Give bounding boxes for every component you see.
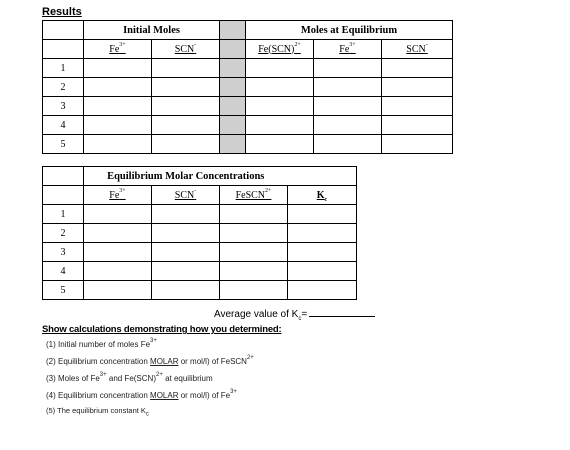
col-fe-eq: $Fe^{3+}$ <box>314 40 382 59</box>
row-number: 5 <box>43 135 84 154</box>
calc-item-1: (1) Initial number of moles $Fe^{3+}$ <box>46 338 157 349</box>
concentrations-table <box>42 166 357 300</box>
table-row <box>43 78 453 97</box>
results-heading: Results <box>42 6 82 18</box>
row-number: 1 <box>43 59 84 78</box>
divider-column <box>220 21 246 40</box>
col-fe: $Fe^{3+}$ <box>84 186 152 205</box>
col-fescn-eq: Fe(SCN)$^{2+}$ <box>246 40 314 59</box>
row-number: 3 <box>43 243 84 262</box>
col-scn-eq: SCN- <box>382 40 453 59</box>
average-kc-blank[interactable] <box>309 307 375 317</box>
col-fe-initial: $Fe^{3+}$ <box>84 40 152 59</box>
row-number: 4 <box>43 262 84 281</box>
row-number: 5 <box>43 281 84 300</box>
col-kc: $K_c$ <box>288 186 357 205</box>
initial-moles-header: Initial Moles <box>84 21 220 40</box>
moles-table <box>42 20 453 154</box>
table-row <box>43 59 453 78</box>
table-row <box>43 224 357 243</box>
equilibrium-molar-concentrations-header: Equilibrium Molar Concentrations <box>84 167 288 186</box>
moles-at-equilibrium-header: Moles at Equilibrium <box>246 21 453 40</box>
row-number: 2 <box>43 224 84 243</box>
table-row <box>43 243 357 262</box>
table-row <box>43 135 453 154</box>
row-number: 3 <box>43 97 84 116</box>
table-row <box>43 205 357 224</box>
row-number: 4 <box>43 116 84 135</box>
table-row <box>43 281 357 300</box>
row-number: 2 <box>43 78 84 97</box>
average-kc-line: Average value of $K_c=$ <box>214 307 375 320</box>
table-row <box>43 97 453 116</box>
calc-item-3: (3) Moles of $Fe^{3+}$ and Fe(SCN)$^{2+}$ at equilibrium <box>46 372 213 383</box>
col-scn-initial: SCN- <box>152 40 220 59</box>
calc-item-4: (4) Equilibrium concentration MOLAR or mol/l) of $Fe^{3+}$ <box>46 389 237 400</box>
row-number: 1 <box>43 205 84 224</box>
col-fescn: FeSCN$^{2+}$ <box>220 186 288 205</box>
table-row <box>43 116 453 135</box>
calc-item-5: (5) The equilibrium constant $K_c$ <box>46 406 149 418</box>
table-row <box>43 262 357 281</box>
calculations-heading: Show calculations demonstrating how you determined: <box>42 324 282 335</box>
calc-item-2: (2) Equilibrium concentration MOLAR or mol/l) of FeSCN$^{2+}$ <box>46 355 254 366</box>
col-scn: SCN- <box>152 186 220 205</box>
